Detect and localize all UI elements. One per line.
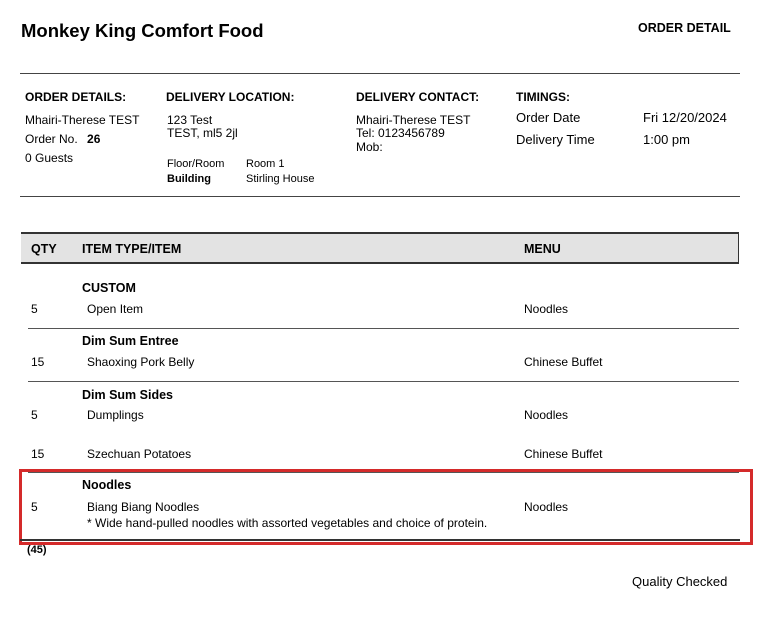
item-menu: Noodles	[524, 302, 569, 316]
floor-room-label: Floor/Room	[167, 158, 225, 170]
item-menu: Chinese Buffet	[524, 447, 603, 461]
item-qty: 15	[31, 355, 45, 369]
order-details-heading: ORDER DETAILS:	[25, 90, 127, 104]
item-name: Open Item	[87, 302, 144, 316]
table-bottom-border	[20, 539, 740, 541]
order-number-value: 26	[87, 132, 101, 146]
order-date-value: Fri 12/20/2024	[643, 110, 727, 125]
building-value: Stirling House	[246, 173, 315, 185]
order-number	[25, 132, 100, 146]
row-divider	[28, 381, 739, 382]
item-qty: 15	[31, 447, 45, 461]
delivery-location-heading: DELIVERY LOCATION:	[166, 90, 295, 104]
item-name: Szechuan Potatoes	[87, 447, 192, 461]
col-qty-header: QTY	[31, 242, 57, 256]
item-menu: Noodles	[524, 500, 569, 514]
customer-name: Mhairi-Therese TEST	[25, 113, 140, 127]
item-name: Biang Biang Noodles	[87, 500, 200, 514]
contact-mob: Mob:	[356, 140, 383, 154]
col-menu-header: MENU	[524, 242, 561, 256]
restaurant-name: Monkey King Comfort Food	[21, 20, 264, 41]
item-menu: Chinese Buffet	[524, 355, 603, 369]
order-date-label: Order Date	[516, 110, 581, 125]
item-qty: 5	[31, 408, 38, 422]
item-menu: Noodles	[524, 408, 569, 422]
address-line2: TEST, ml5 2jl	[167, 126, 238, 140]
timings-heading: TIMINGS:	[516, 90, 570, 104]
building-label: Building	[167, 173, 211, 185]
header-divider	[20, 73, 740, 74]
delivery-time-label: Delivery Time	[516, 132, 595, 147]
category-heading: Dim Sum Sides	[82, 388, 173, 402]
item-name: Dumplings	[87, 408, 144, 422]
details-divider	[20, 196, 740, 197]
item-note: * Wide hand-pulled noodles with assorted vegetables and choice of protein.	[87, 516, 488, 530]
row-divider	[28, 328, 739, 329]
guest-count: 0 Guests	[25, 151, 74, 165]
order-number-label: Order No.	[25, 132, 78, 146]
category-heading: CUSTOM	[82, 281, 136, 295]
item-qty: 5	[31, 500, 38, 514]
total-qty: (45)	[27, 544, 47, 556]
item-qty: 5	[31, 302, 38, 316]
delivery-time-value: 1:00 pm	[643, 132, 690, 147]
floor-room-value: Room 1	[246, 158, 285, 170]
contact-name: Mhairi-Therese TEST	[356, 113, 471, 127]
col-item-header: ITEM TYPE/ITEM	[82, 242, 182, 256]
item-name: Shaoxing Pork Belly	[87, 355, 195, 369]
category-heading: Dim Sum Entree	[82, 334, 179, 348]
category-heading: Noodles	[82, 478, 132, 492]
items-table-header	[21, 232, 739, 264]
address-line1: 123 Test	[167, 113, 213, 127]
contact-tel: Tel: 0123456789	[356, 126, 445, 140]
row-divider	[28, 472, 739, 473]
document-type: ORDER DETAIL	[638, 21, 731, 35]
delivery-contact-heading: DELIVERY CONTACT:	[356, 90, 480, 104]
quality-checked: Quality Checked	[632, 574, 728, 589]
